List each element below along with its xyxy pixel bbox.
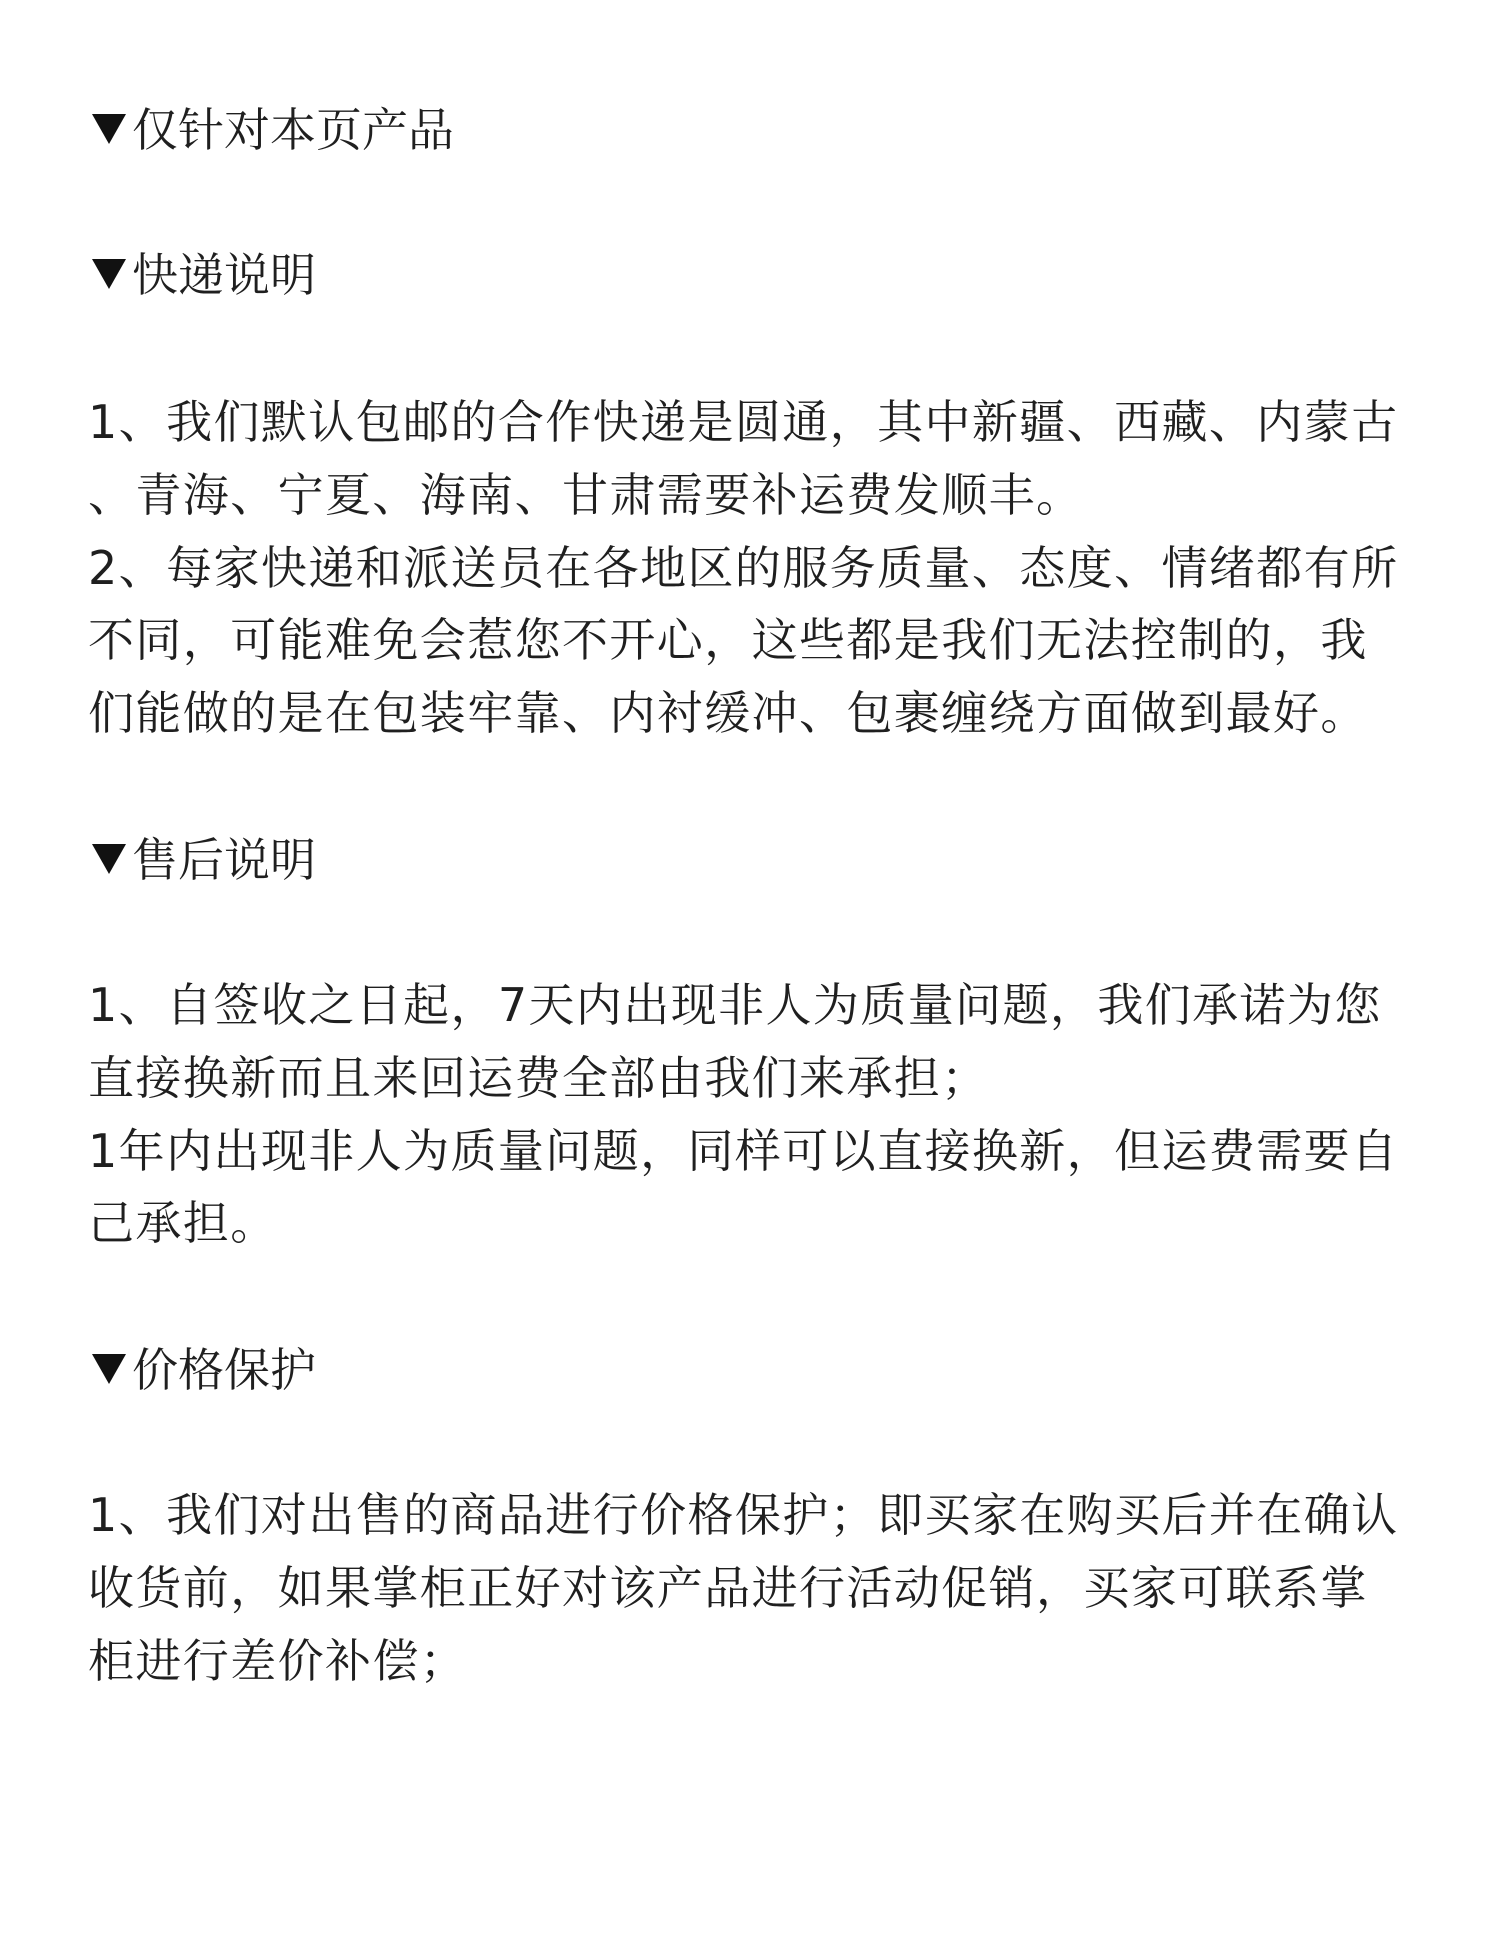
section-heading-shipping bbox=[92, 245, 316, 305]
triangle-down-icon bbox=[92, 844, 126, 874]
price-protection-line-2: 收货前，如果掌柜正好对该产品进行活动促销，买家可联系掌 bbox=[88, 1561, 1368, 1615]
section-heading-product-scope bbox=[92, 100, 454, 160]
after-sales-line-1: 1、自签收之日起，7天内出现非人为质量问题，我们承诺为您 bbox=[88, 978, 1382, 1032]
section-heading-after-sales bbox=[92, 830, 316, 890]
shipping-line-1: 1、我们默认包邮的合作快递是圆通，其中新疆、西藏、内蒙古 bbox=[88, 395, 1399, 449]
triangle-down-icon bbox=[92, 1354, 126, 1384]
shipping-line-2: 、青海、宁夏、海南、甘肃需要补运费发顺丰。 bbox=[88, 468, 1084, 522]
heading-text: 快递说明 bbox=[132, 248, 316, 302]
heading-text: 价格保护 bbox=[132, 1343, 316, 1397]
shipping-line-3: 2、每家快递和派送员在各地区的服务质量、态度、情绪都有所 bbox=[88, 541, 1399, 595]
section-heading-price-protection bbox=[92, 1340, 316, 1400]
after-sales-line-2: 直接换新而且来回运费全部由我们来承担； bbox=[88, 1051, 989, 1105]
after-sales-line-4: 己承担。 bbox=[88, 1196, 278, 1250]
triangle-down-icon bbox=[92, 114, 126, 144]
shipping-line-4: 不同，可能难免会惹您不开心，这些都是我们无法控制的，我 bbox=[88, 613, 1368, 667]
heading-text: 仅针对本页产品 bbox=[132, 103, 454, 157]
shipping-line-5: 们能做的是在包装牢靠、内衬缓冲、包裹缠绕方面做到最好。 bbox=[88, 686, 1368, 740]
price-protection-line-1: 1、我们对出售的商品进行价格保护；即买家在购买后并在确认 bbox=[88, 1488, 1399, 1542]
price-protection-line-3: 柜进行差价补偿； bbox=[88, 1634, 468, 1688]
heading-text: 售后说明 bbox=[132, 833, 316, 887]
after-sales-line-3: 1年内出现非人为质量问题，同样可以直接换新，但运费需要自 bbox=[88, 1124, 1399, 1178]
triangle-down-icon bbox=[92, 259, 126, 289]
